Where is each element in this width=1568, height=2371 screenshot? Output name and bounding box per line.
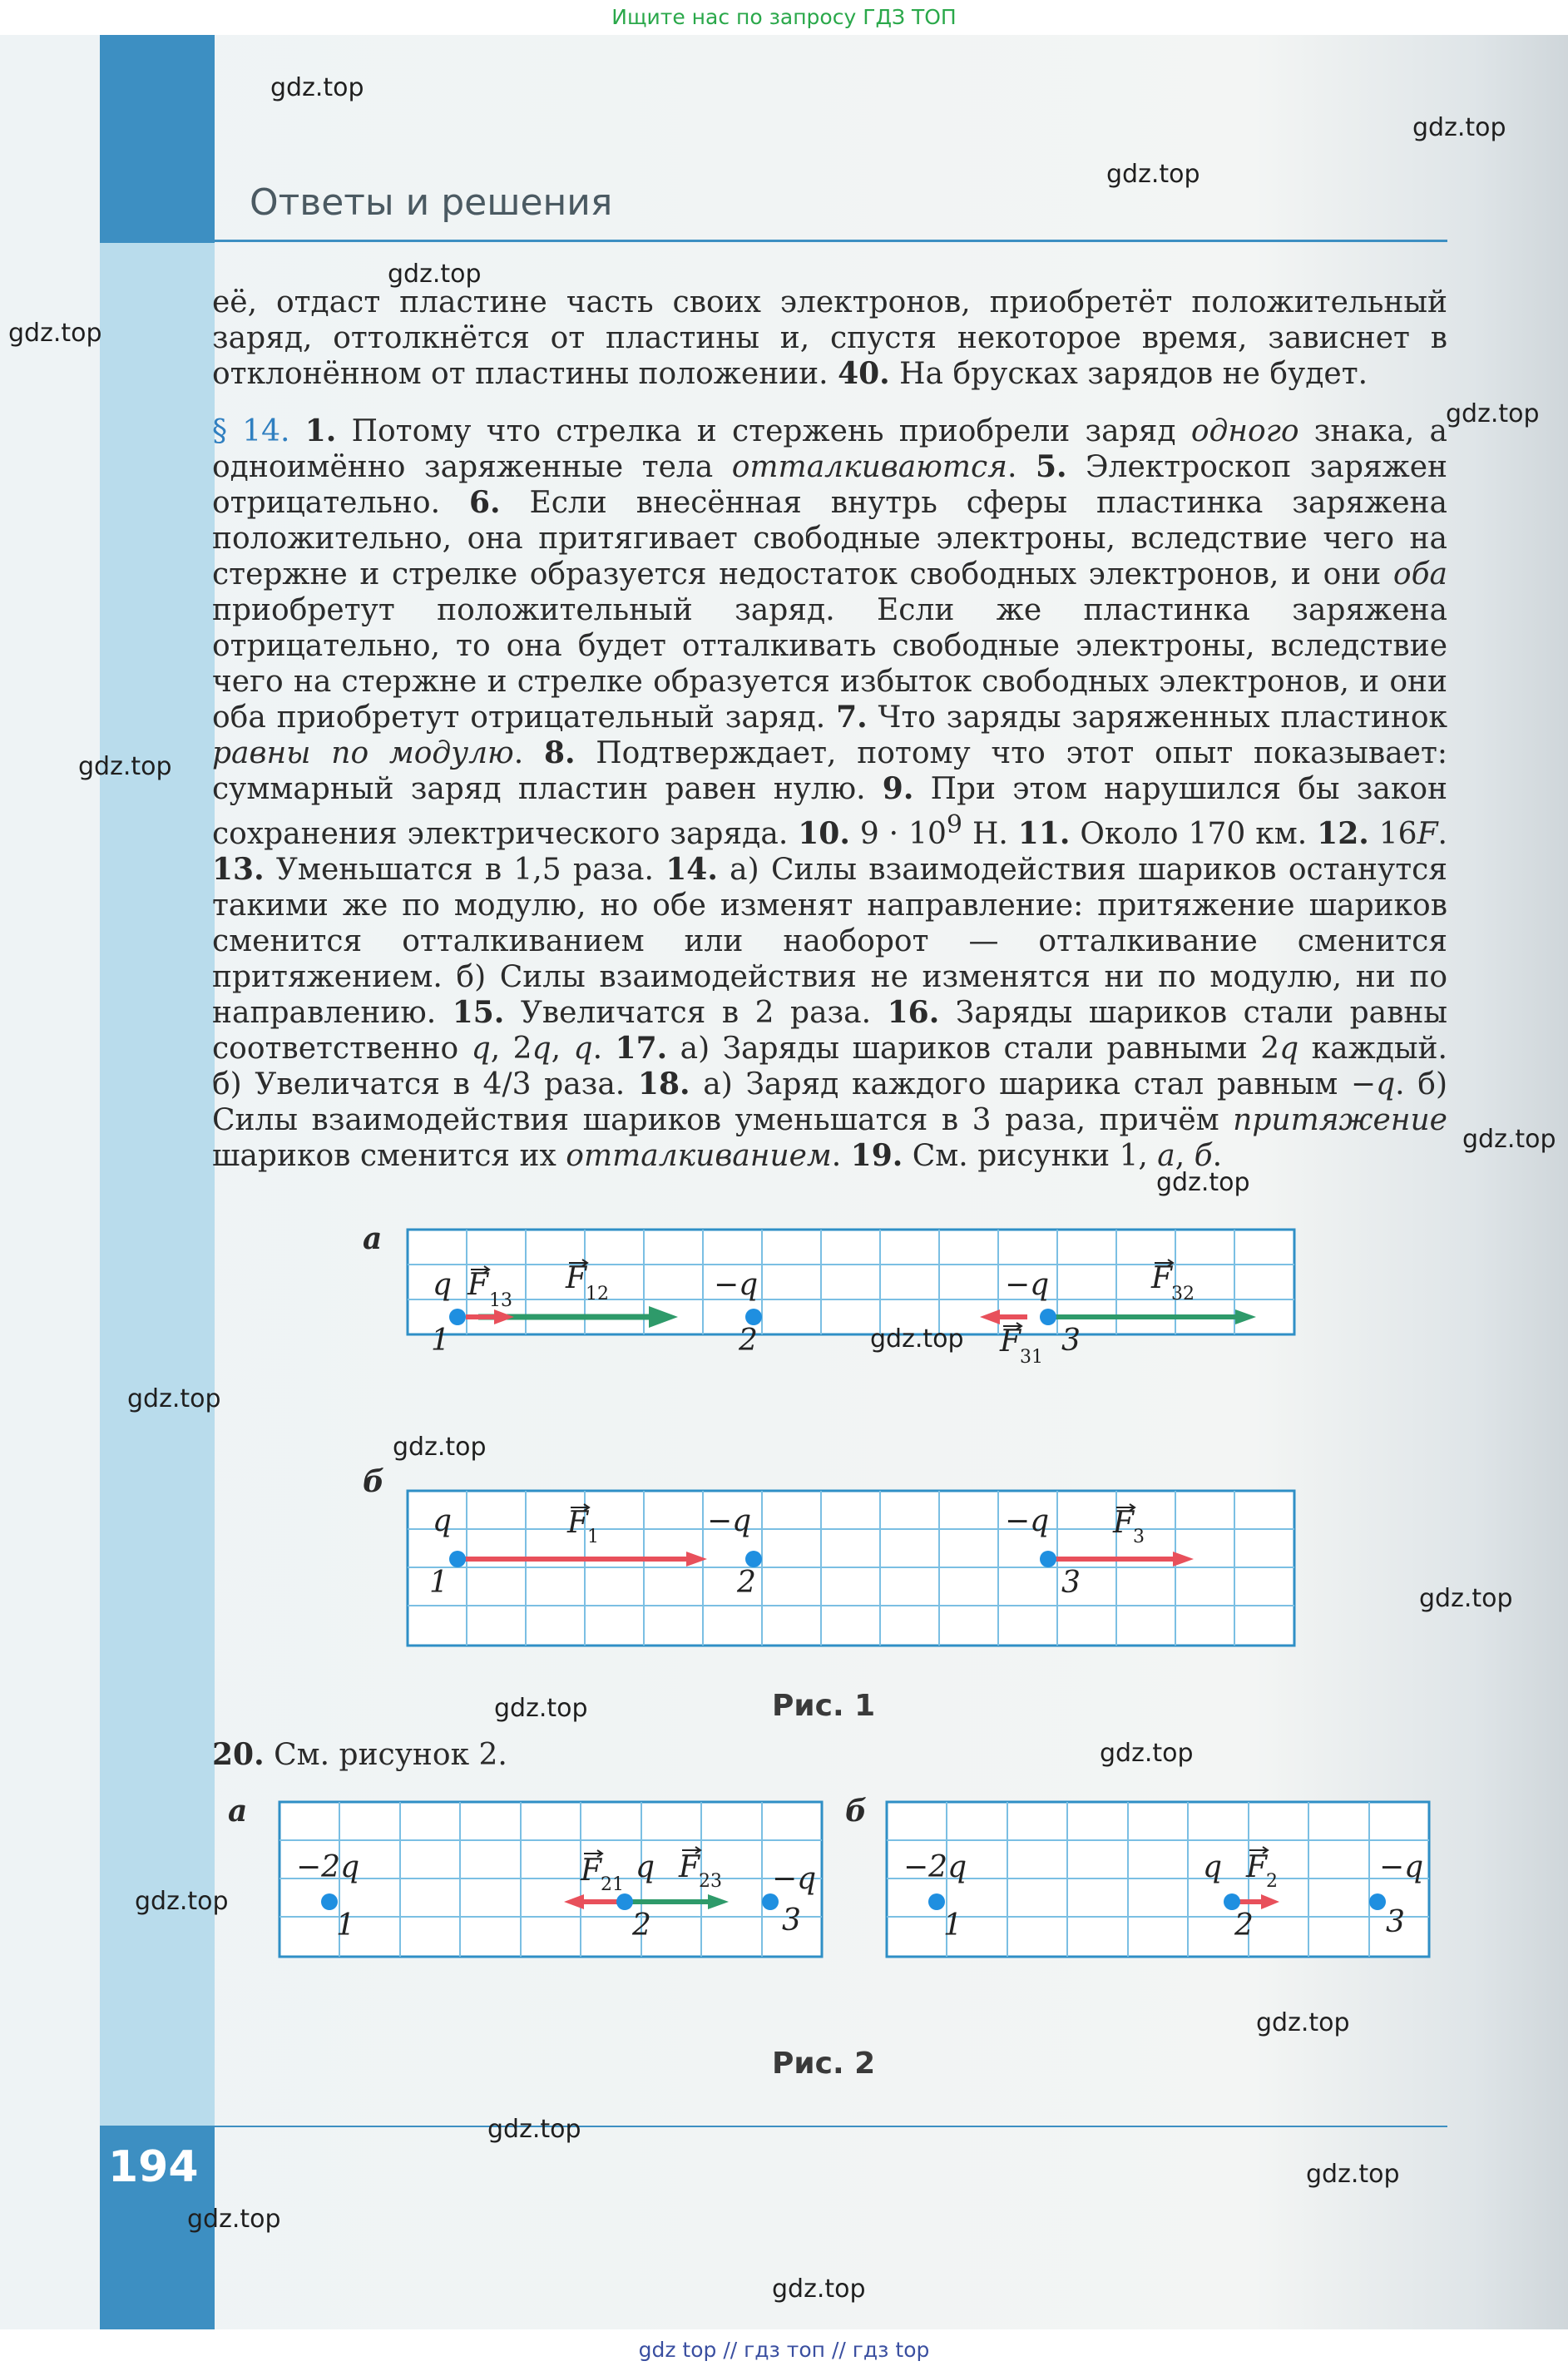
charge-label-1: −2q [903,1850,967,1884]
charge-label-3: −q [1005,1268,1050,1302]
superscript: 9 [946,810,962,839]
watermark-label: gdz.top [1446,399,1540,428]
figure2-panel-b-letter: б [845,1794,867,1829]
ball-number-2: 2 [737,1566,756,1600]
force-label-f13: F [467,1268,488,1302]
charge-label-1: q [433,1268,453,1302]
watermark-label: gdz.top [78,752,172,781]
emphasis-text: одного [1190,414,1299,448]
grid [279,1802,822,1957]
charge-label-3: −q [772,1862,817,1896]
emphasis-text: отталкиваются [731,450,1008,484]
text-run: каждый. б) Увеличатся в 4/3 раза. [212,1032,1447,1101]
force-subscript-13: 13 [489,1290,512,1311]
text-run: Увеличатся в 2 раза. [504,996,888,1030]
item-number: 7. [836,700,868,735]
text-run: Н. [962,817,1018,851]
figure1-panel-a-letter: а [363,1221,383,1256]
text-run: приобретут положительный заряд. Если же пластинка заряжена отрицательно, то она будет отталкивать свободные электроны, вследствие чего на стержне и стрелке образуется избыток свободных электронов, и они оба приобретут отрицательный заряд. [212,593,1447,735]
figure2-panel-a [279,1802,829,1960]
emphasis-text: F [1417,817,1438,851]
text-run: . [1212,1139,1223,1173]
text-run: 9 · 10 [849,817,947,851]
figure2-panel-a-letter: а [228,1794,248,1829]
text-run: Потому что стрелка и стержень приобрели заряд [336,414,1191,448]
charge-3 [762,1893,779,1910]
item-number: 1. [304,413,337,448]
charge-2 [1224,1893,1240,1910]
item-number: 5. [1035,449,1067,484]
emphasis-text: б [1194,1139,1213,1173]
text-run: При этом нарушился бы закон сохранения электрического заряда. [212,772,1448,851]
ball-number-2: 2 [1234,1908,1254,1943]
item-number: 17. [615,1031,668,1066]
ball-number-2: 2 [632,1908,651,1943]
watermark-label: gdz.top [1106,160,1200,189]
emphasis-text: отталкиванием [566,1139,832,1173]
charge-label-2: q [1203,1850,1223,1884]
charge-1 [449,1551,466,1567]
item-number: 14. [665,852,718,887]
item-number: 6. [468,485,501,520]
force-subscript-23: 23 [699,1871,722,1892]
charge-1 [449,1309,466,1325]
item-number: 19. [850,1138,903,1173]
force-subscript-2: 2 [1266,1871,1278,1892]
text-run: Что заряды заряженных пластинок [867,700,1447,735]
ball-number-1: 1 [429,1566,448,1600]
item-number: 40. [838,356,890,391]
force-label-f21: F [581,1854,601,1888]
force-subscript-3: 3 [1133,1527,1145,1547]
watermark-label: gdz.top [1156,1168,1250,1197]
footer-divider [215,2126,1447,2127]
text-line: её, отдаст пластине часть своих электронов, приобретёт положительный [212,285,1447,319]
force-label-f23: F [679,1850,700,1884]
watermark-label: gdz.top [1412,113,1506,142]
force-subscript-31: 31 [1020,1347,1043,1368]
ball-number-3: 3 [782,1903,801,1938]
text-line: заряд, оттолкнётся от пластины и, спустя некоторое время, зависнет в [212,321,1447,355]
ball-number-3: 3 [1061,1566,1081,1600]
watermark-label: gdz.top [1462,1125,1556,1154]
header-divider [215,240,1447,242]
text-run: а) Заряды шариков стали равными 2 [667,1032,1280,1066]
force-label-f2: F [1246,1850,1267,1884]
watermark-label: gdz.top [187,2205,281,2234]
top-search-banner[interactable]: Ищите нас по запросу ГДЗ ТОП [0,0,1568,35]
text-run: , 2 [490,1032,532,1066]
watermark-label: gdz.top [388,260,482,289]
charge-1 [928,1893,945,1910]
answer-paragraph-section-14 [212,413,1447,1174]
item-number: 16. [887,995,940,1030]
item-number: 10. [798,816,850,851]
text-run: знака, а одноимённо заряженные тела [212,414,1448,484]
item-number: 9. [882,771,914,806]
watermark-label: gdz.top [870,1324,964,1354]
force-label-f3: F [1113,1506,1134,1540]
ball-number-3: 3 [1061,1324,1081,1358]
watermark-label: gdz.top [1419,1584,1513,1613]
watermark-label: gdz.top [127,1384,221,1413]
force-label-f31: F [1000,1324,1021,1359]
text-run: , [551,1032,574,1066]
section-number: § 14. [212,414,290,448]
charge-label-2: −q [714,1268,759,1302]
watermark-label: gdz.top [1100,1739,1194,1768]
item-number: 12. [1317,816,1369,851]
watermark-label: gdz.top [772,2274,866,2304]
watermark-label: gdz.top [1306,2160,1400,2189]
watermark-label: gdz.top [8,319,102,348]
text-run: Около 170 км. [1070,817,1318,851]
emphasis-text: а [1157,1139,1175,1173]
figure1-panel-b [408,1491,1298,1649]
charge-1 [321,1893,338,1910]
text-run: См. рисунки 1, [903,1139,1158,1173]
grid [887,1802,1429,1957]
charge-2 [745,1309,762,1325]
charge-2 [745,1551,762,1567]
text-run: Подтверждает, потому что этот опыт показывает: суммарный заряд пластин равен нулю. [212,736,1448,806]
bottom-watermark-banner: gdz top // гдз топ // гдз top [0,2329,1568,2371]
charge-label-1: q [433,1504,453,1538]
force-subscript-12: 12 [586,1284,609,1304]
charge-label-3: −q [1379,1850,1424,1884]
watermark-label: gdz.top [270,73,364,102]
text-run: а) Заряд каждого шарика стал равным − [690,1067,1377,1101]
figure1-caption: Рис. 1 [772,1689,876,1723]
force-label-f32: F [1151,1261,1172,1295]
page-side-strip-top [100,35,215,243]
text-run: . [592,1032,616,1066]
watermark-label: gdz.top [135,1887,229,1916]
answer-item-20 [212,1737,507,1772]
text-run: Заряды шариков стали равны соответственно [212,996,1447,1066]
watermark-label: gdz.top [487,2115,581,2144]
page-number: 194 [108,2142,199,2192]
text-run: 16 [1368,817,1417,851]
charge-label-2: q [636,1850,655,1884]
text-run: Уменьшатся в 1,5 раза. [264,853,666,887]
text-line: отклонённом от пластины положении. [212,357,838,391]
text-run: См. рисунок 2. [264,1738,507,1772]
text-line: На брусках зарядов не будет. [889,357,1368,391]
charge-label-1: −2q [296,1850,360,1884]
emphasis-text: q [573,1032,593,1066]
watermark-label: gdz.top [393,1433,487,1462]
charge-label-2: −q [707,1504,752,1538]
text-run: . [1437,817,1447,851]
text-run: , [1175,1139,1195,1173]
watermark-label: gdz.top [1256,2008,1350,2037]
figure2-panel-b [887,1802,1436,1960]
text-run: Если внесённая внутрь сферы пластинка заряжена положительно, она притягивает свободные электроны, вследствие чего на стержне и стрелке образуется недостаток свободных электронов, и они [212,486,1447,592]
watermark-label: gdz.top [494,1694,588,1723]
charge-3 [1369,1893,1386,1910]
item-number: 18. [637,1067,690,1101]
grid [408,1491,1294,1646]
emphasis-text: q [471,1032,491,1066]
page-side-strip [100,35,215,2329]
text-run: . [831,1139,851,1173]
force-subscript-1: 1 [587,1527,599,1547]
emphasis-text: q [1279,1032,1299,1066]
section-header-title: Ответы и решения [250,181,613,224]
force-subscript-21: 21 [601,1874,624,1895]
emphasis-text: притяжение [1233,1103,1447,1137]
text-run: . б) Силы взаимодействия шариков уменьшатся в 3 раза, причём [212,1067,1447,1137]
force-label-f12: F [566,1261,586,1295]
emphasis-text: q [532,1032,552,1066]
charge-2 [616,1893,633,1910]
charge-3 [1040,1309,1056,1325]
figure1-panel-b-letter: б [363,1464,384,1499]
ball-number-2: 2 [739,1324,758,1358]
ball-number-3: 3 [1386,1905,1405,1939]
item-number: 15. [452,995,505,1030]
text-run: . [513,736,544,770]
emphasis-text: q [1376,1067,1396,1101]
item-number: 20. [212,1737,265,1772]
text-run: шариков сменится их [212,1139,566,1173]
charge-3 [1040,1551,1056,1567]
item-number: 13. [212,852,265,887]
charge-label-3: −q [1005,1504,1050,1538]
force-label-f1: F [567,1506,588,1540]
text-run: Электроскоп заряжен отрицательно. [212,450,1448,520]
ball-number-1: 1 [336,1908,355,1943]
emphasis-text: оба [1392,557,1447,592]
emphasis-text: равны по модулю [212,736,514,770]
item-number: 11. [1017,816,1071,851]
text-run: . [1007,450,1036,484]
item-number: 8. [543,735,576,770]
force-subscript-32: 32 [1171,1284,1195,1304]
ball-number-1: 1 [943,1908,962,1943]
figure2-caption: Рис. 2 [772,2047,876,2081]
answer-paragraph-continued [212,285,1447,392]
text-run: а) Силы взаимодействия шариков останутся такими же по модулю, но обе изменят направление: притяжение шариков сменится отталкиванием или наоборот — отталкивание сменится притяжением. б) Силы взаимодействия не изменятся ни по модулю, ни по направлению. [212,853,1447,1030]
ball-number-1: 1 [431,1324,450,1358]
